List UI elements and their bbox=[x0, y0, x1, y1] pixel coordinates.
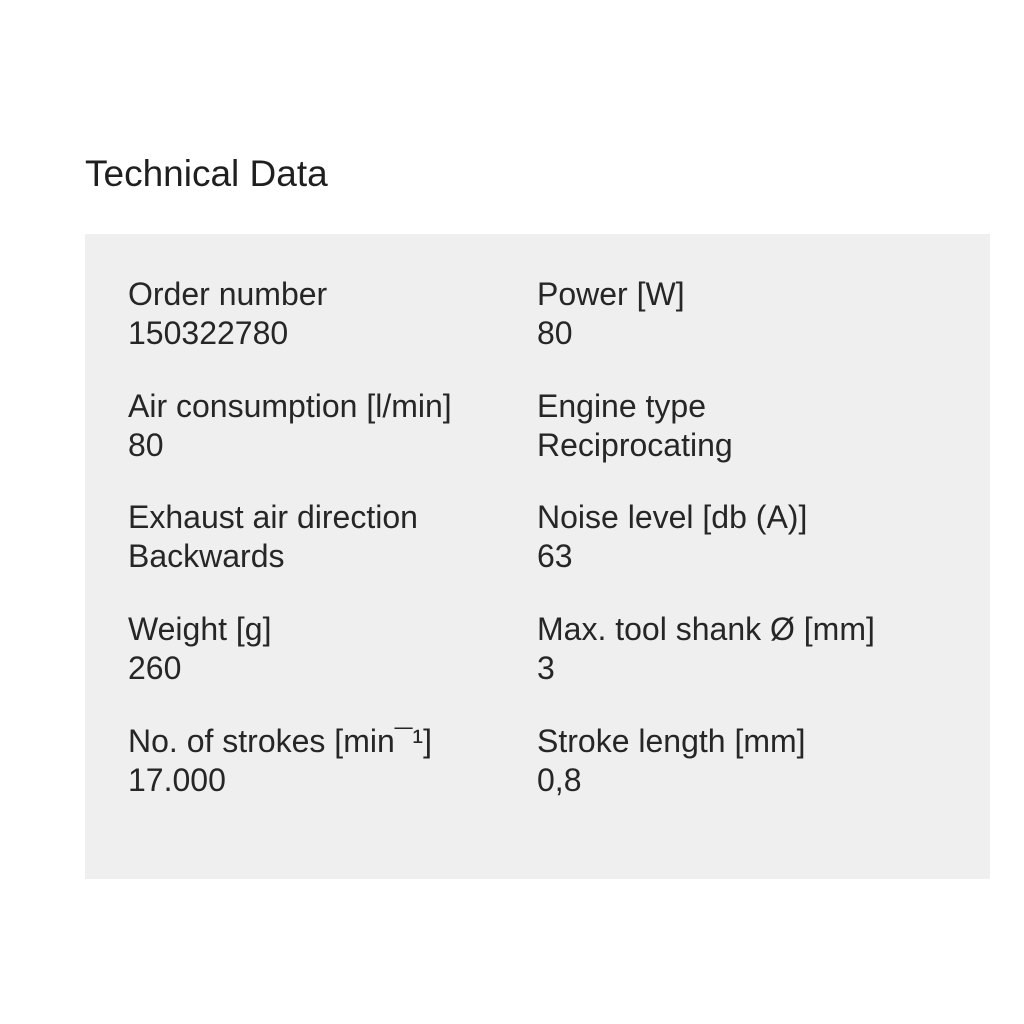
technical-data-panel bbox=[85, 234, 990, 879]
spec-stroke-length bbox=[537, 722, 937, 800]
spec-label: Air consumption [l/min] bbox=[128, 388, 452, 424]
spec-label: Exhaust air direction bbox=[128, 499, 418, 535]
spec-label: Power [W] bbox=[537, 276, 685, 312]
spec-value: 63 bbox=[537, 538, 573, 574]
spec-value: 150322780 bbox=[128, 315, 289, 351]
spec-value: 3 bbox=[537, 650, 555, 686]
spec-value: 260 bbox=[128, 650, 182, 686]
spec-value: 80 bbox=[128, 427, 164, 463]
spec-label: No. of strokes [min¯¹] bbox=[128, 723, 432, 759]
spec-label: Max. tool shank Ø [mm] bbox=[537, 611, 875, 647]
spec-value: 80 bbox=[537, 315, 573, 351]
spec-air-consumption bbox=[128, 387, 528, 465]
spec-value: Reciprocating bbox=[537, 427, 733, 463]
spec-weight bbox=[128, 610, 528, 688]
spec-label: Stroke length [mm] bbox=[537, 723, 806, 759]
spec-value: 0,8 bbox=[537, 762, 582, 798]
spec-label: Order number bbox=[128, 276, 328, 312]
spec-order-number bbox=[128, 275, 528, 353]
spec-value: Backwards bbox=[128, 538, 285, 574]
spec-value: 17.000 bbox=[128, 762, 226, 798]
spec-number-of-strokes bbox=[128, 722, 528, 800]
spec-label: Weight [g] bbox=[128, 611, 272, 647]
spec-exhaust-air-direction bbox=[128, 498, 528, 576]
spec-label: Engine type bbox=[537, 388, 707, 424]
spec-engine-type bbox=[537, 387, 937, 465]
spec-max-tool-shank bbox=[537, 610, 937, 688]
spec-label: Noise level [db (A)] bbox=[537, 499, 808, 535]
spec-power bbox=[537, 275, 937, 353]
page-title: Technical Data bbox=[85, 153, 328, 194]
spec-noise-level bbox=[537, 498, 937, 576]
